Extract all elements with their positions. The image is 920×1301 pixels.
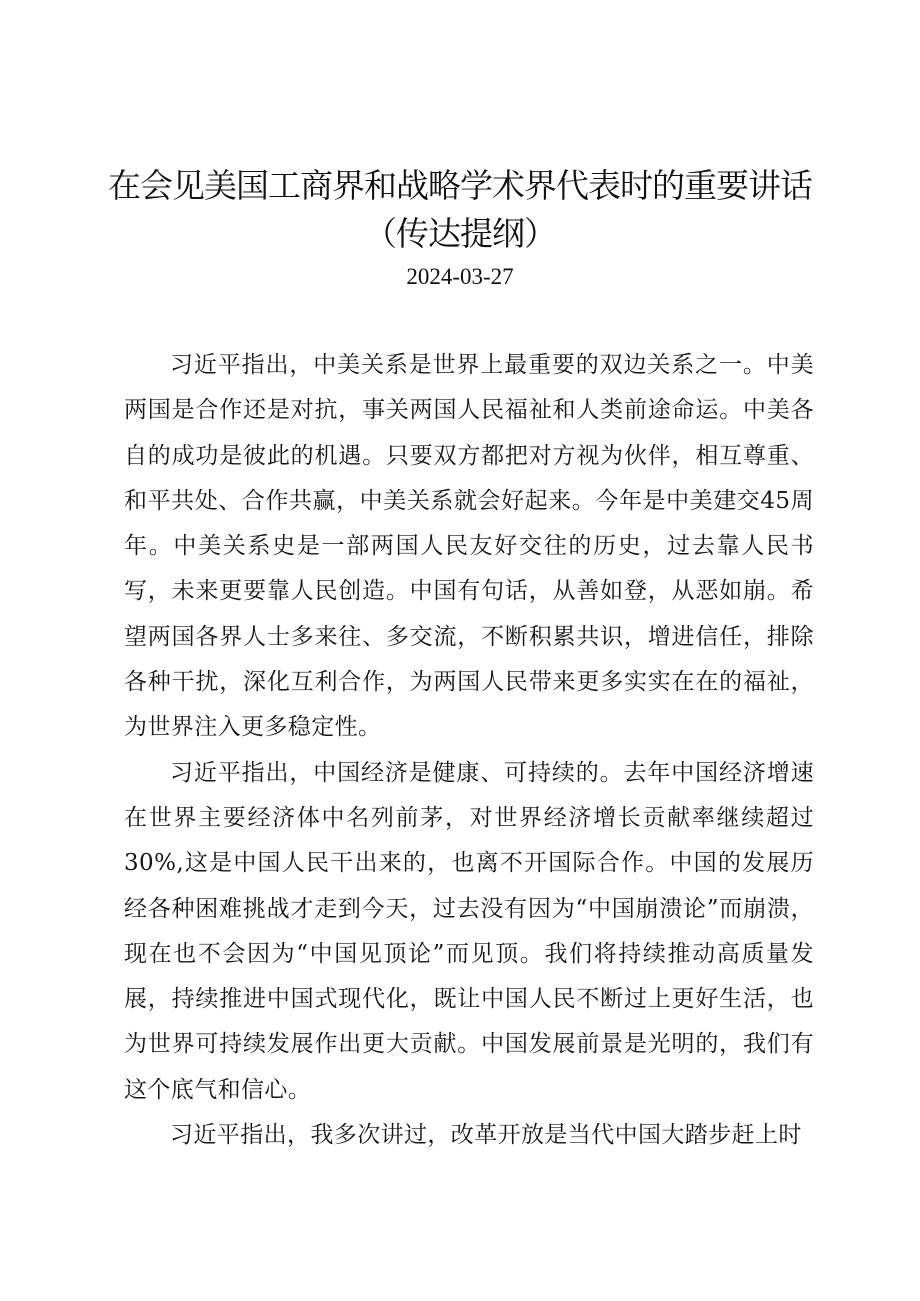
document-title: 在会见美国工商界和战略学术界代表时的重要讲话（传达提纲） [108, 166, 812, 253]
body-paragraph: 习近平指出，我多次讲过，改革开放是当代中国大踏步赶上时 [170, 1122, 802, 1149]
body-paragraph: 习近平指出，中国经济是健康、可持续的。去年中国经济增速在世界主要经济体中名列前茅，对世界经济增长贡献率继续超过30%,这是中国人民干出来的，也离不开国际合作。中国的发展历经各种困难挑战才走到今天，过去没有因为“中国崩溃论”而崩溃，现在也不会因为“中国见顶论”而见顶。我们将持续推动高质量发展，持续推进中国式现代化，既让中国人民不断过上更好生活，也为世界可持续发展作出更大贡献。中国发展前景是光明的，我们有这个底气和信心。 [124, 759, 814, 1103]
body-paragraph: 习近平指出，中美关系是世界上最重要的双边关系之一。中美两国是合作还是对抗，事关两国人民福祉和人类前途命运。中美各自的成功是彼此的机遇。只要双方都把对方视为伙伴，相互尊重、和平共处、合作共赢，中美关系就会好起来。今年是中美建交45周年。中美关系史是一部两国人民友好交往的历史，过去靠人民书写，未来更要靠人民创造。中国有句话，从善如登，从恶如崩。希望两国各界人士多来往、多交流，不断积累共识，增进信任，排除各种干扰，深化互利合作，为两国人民带来更多实实在在的福祉，为世界注入更多稳定性。 [124, 352, 814, 741]
document-body [124, 343, 814, 1158]
document-date: 2024-03-27 [406, 264, 514, 289]
